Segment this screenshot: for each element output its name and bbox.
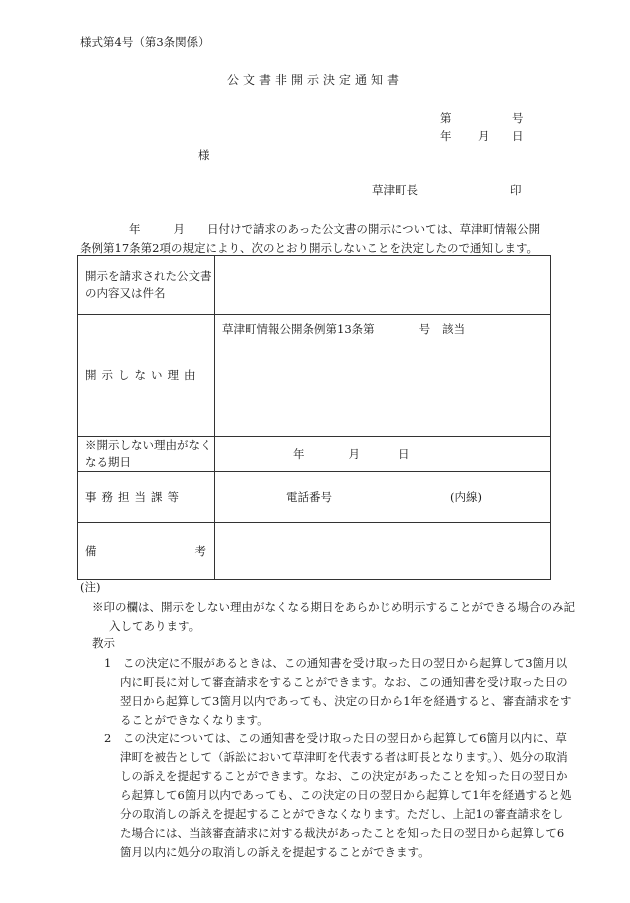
- body-month-label: 月: [173, 222, 185, 236]
- table-row: [78, 315, 551, 437]
- expiry-month-label: 月: [348, 447, 360, 461]
- expiry-day-label: 日: [398, 447, 410, 461]
- issuer-name: 草津町長: [372, 183, 418, 197]
- reference-go: 号: [512, 111, 524, 125]
- reason-go: 号: [418, 322, 431, 336]
- seal-mark: 印: [510, 183, 522, 197]
- instruction-heading: 教示: [92, 636, 115, 650]
- note-text: ※印の欄は、開示をしない理由がなくなる期日をあらかじめ明示することができる場合のみ記入してあります。: [92, 600, 575, 633]
- requested-document-field: [215, 256, 551, 315]
- non-disclosure-reason-field: [215, 315, 551, 437]
- body-year-label: 年: [129, 222, 141, 236]
- non-disclosure-reason-label: 開示しない理由: [78, 315, 215, 437]
- reference-dai: 第: [440, 111, 452, 125]
- phone-number-label: 電話番号: [286, 490, 332, 504]
- reason-suffix: 該当: [442, 322, 466, 336]
- instruction-item-1: 1 この決定に不服があるときは、この通知書を受け取った日の翌日から起算して3箇月以内に町長に対して審査請求をすることができます。なお、この通知書を受け取った日の翌日から起算して3箇月以内であっても、決定の日から1年を経過すると、審査請求をすることができなくなります。: [104, 656, 572, 727]
- table-row: [78, 256, 551, 315]
- instruction-item-2: 2 この決定については、この通知書を受け取った日の翌日から起算して6箇月以内に、草津町を被告として（訴訟において草津町を代表する者は町長となります。）、処分の取消しの訴えを提起することができます。なお、この決定があったことを知った日の翌日から起算して6箇月以内であっても、この決定の日の翌日から起算して1年を経過すると処分の取消しの訴えを提起することができなくなります。ただし、上記1の審査請求をした場合には、当該審査請求に対する裁決があったことを知った日の翌日から起算して6箇月以内に処分の取消しの訴えを提起することができます。: [104, 731, 572, 859]
- date-day-label: 日: [512, 129, 524, 143]
- form-number: 様式第4号（第3条関係）: [80, 35, 210, 49]
- document-title: 公文書非開示決定通知書: [226, 73, 403, 87]
- expiry-year-label: 年: [293, 447, 305, 461]
- table-row: [78, 437, 551, 472]
- reason-prefix: 草津町情報公開条例第13条第: [222, 322, 375, 336]
- department-label: 事務担当課等: [78, 472, 215, 523]
- remarks-field: [215, 523, 551, 580]
- department-field: [215, 472, 551, 523]
- remarks-label-a: 備: [85, 543, 97, 558]
- expiry-date-field: [215, 437, 551, 472]
- extension-label: (内線): [450, 490, 482, 504]
- expiry-date-label: ※開示しない理由がなくなる期日: [78, 437, 215, 472]
- requested-document-label: 開示を請求された公文書の内容又は件名: [78, 256, 215, 315]
- table-row: [78, 523, 551, 580]
- addressee-honorific: 様: [198, 148, 210, 162]
- remarks-label: [78, 523, 215, 580]
- date-year-label: 年: [440, 129, 452, 143]
- disclosure-table: [77, 255, 551, 580]
- remarks-label-b: 考: [194, 543, 206, 558]
- note-heading: (注): [80, 580, 101, 594]
- table-row: [78, 472, 551, 523]
- date-month-label: 月: [478, 129, 490, 143]
- notification-body: [80, 220, 550, 258]
- body-main-text: 日付けで請求のあった公文書の開示については、草津町情報公開条例第17条第2項の規定により、次のとおり開示しないことを決定したので通知します。: [80, 222, 541, 255]
